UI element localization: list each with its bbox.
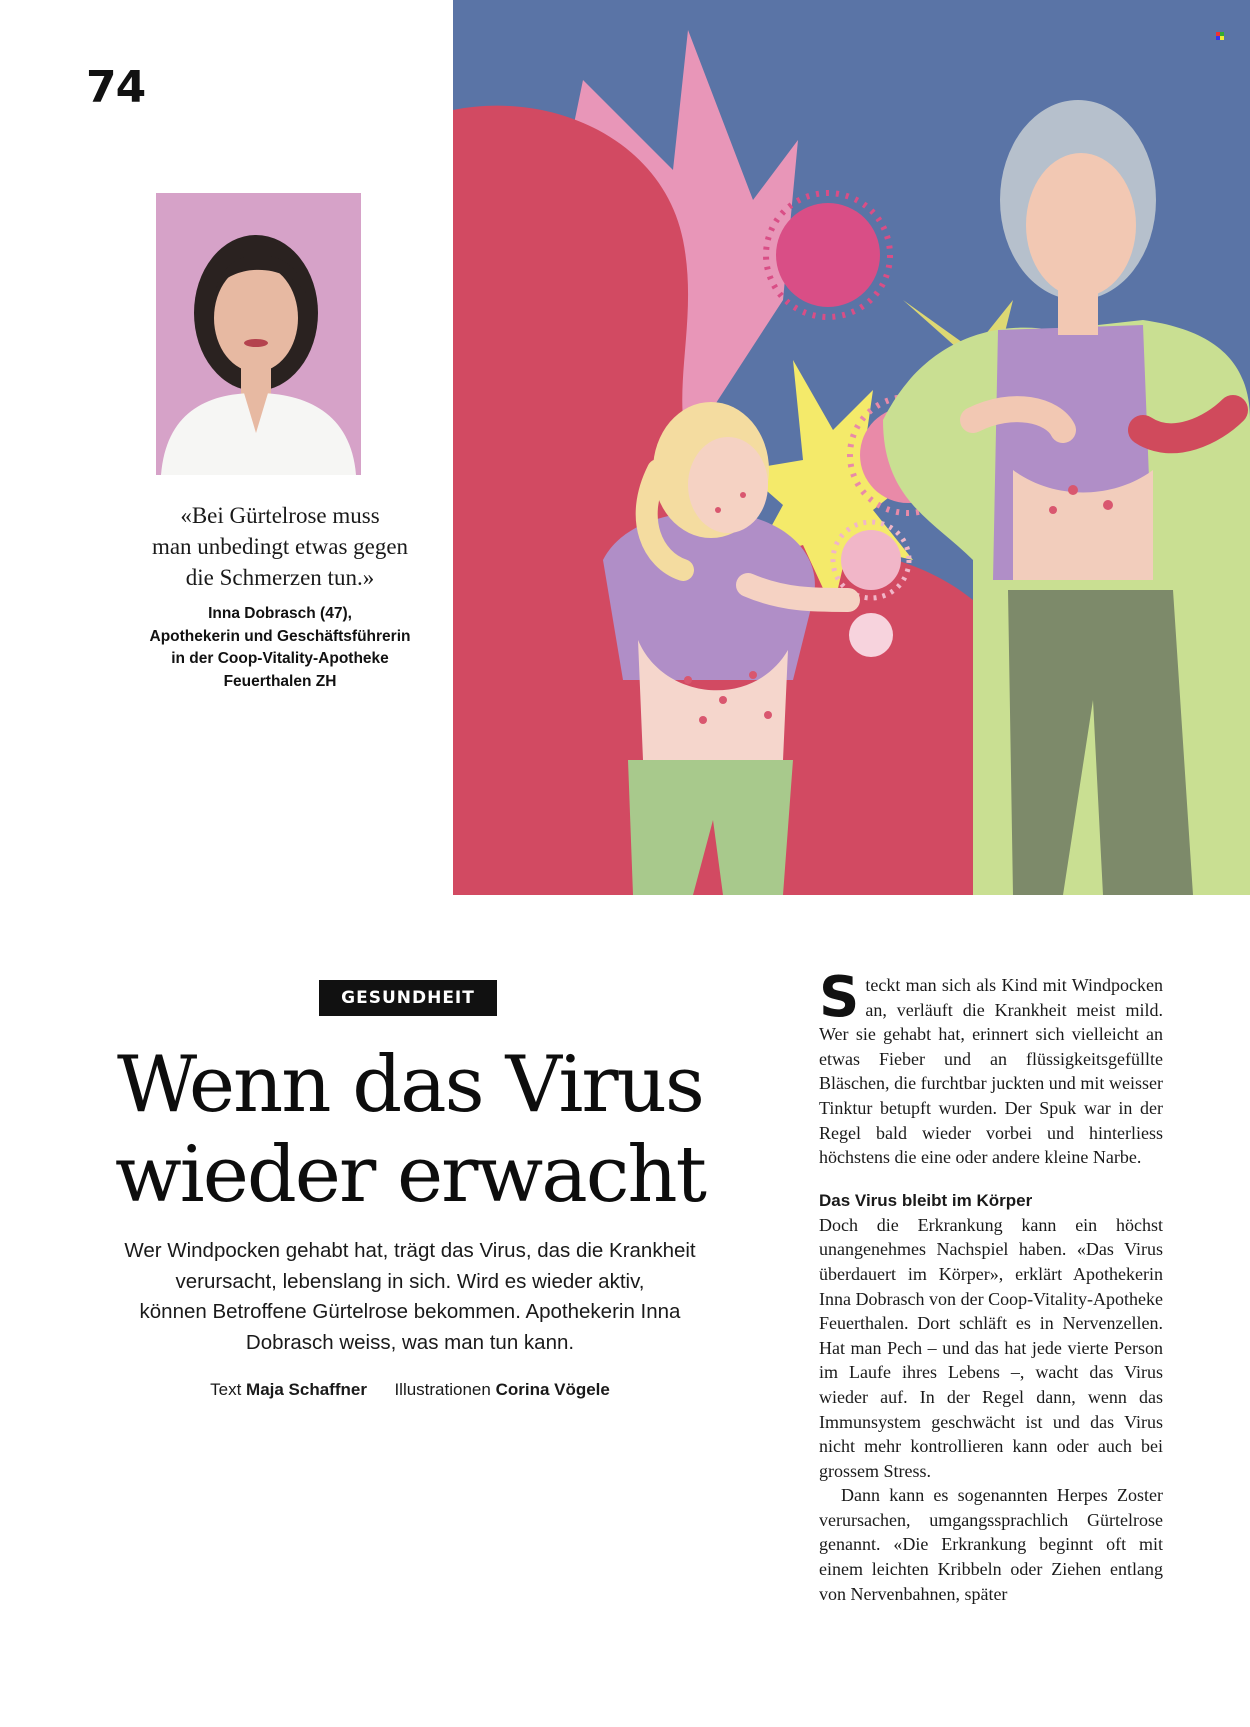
credits-illustrator: Corina Vögele [495,1380,610,1399]
lead-line: können Betroffene Gürtelrose bekommen. Apothekerin Inna [139,1300,681,1323]
quote-author-line: in der Coop-Vitality-Apotheke [171,650,389,667]
credits-text-author: Maja Schaffner [246,1380,367,1399]
lead-line: Dobrasch weiss, was man tun kann. [245,1330,575,1354]
body-paragraph [819,965,1163,1170]
credits-text-label: Text [210,1380,242,1399]
quote-line: die Schmerzen tun.» [185,565,375,590]
dropcap: S [819,965,860,1030]
headline-line: Wenn das Virus [117,1040,703,1130]
illustration-girl-and-grandmother-with-rash [453,0,1250,895]
quote-author-line: Apothekerin und Geschäftsführerin [149,627,411,645]
body-paragraph: Doch die Erkrankung kann ein höchst unangenehmes Nachspiel haben. «Das Virus überdauert im Körper», erklärt Apothekerin Inna Dobrasch von der Coop-Vitality-Apotheke Feuerthalen. Dort schläft es in Nervenzellen. Hat man Pech – und das hat jede vierte Person im Laufe ihres Lebens –, wacht das Virus wieder auf. In der Regel dann, wenn das Immunsystem geschwächt ist und das Virus nicht mehr kontrollieren kann oder auch bei grossem Stress. [819,1214,1163,1481]
headline-line: wieder erwacht [114,1130,706,1220]
article-body [819,965,1163,1606]
quote-line: man unbedingt etwas gegen [151,534,409,559]
category-badge: GESUNDHEIT [319,980,497,1016]
photo-inna-dobrasch [156,193,361,475]
portrait-photo [156,193,361,475]
body-paragraph: Dann kann es sogenannten Herpes Zoster verursachen, umgangssprachlich Gürtelrose genannt. «Die Erkrankung beginnt oft mit einem leichten Kribbeln oder Ziehen entlang von Nervenbahnen, später [819,1485,1163,1604]
body-paragraph-text: teckt man sich als Kind mit Windpocken an, verläuft die Krankheit meist mild. Wer sie gehabt hat, erinnert sich vielleicht an etwas Fieber und an flüssigkeitsgefüllte Bläschen, die furchtbar juckten und mit weisser Tinktur betupft wurden. Der Spuk war in der Regel bald wieder vorbei und hinterliess höchstens die eine oder andere kleine Narbe. [819,975,1163,1168]
body-subhead: Das Virus bleibt im Körper [819,1190,1033,1210]
lead-line: Wer Windpocken gehabt hat, trägt das Virus, das die Krankheit [124,1239,696,1262]
article-credits [90,1380,730,1400]
quote-author-line: Feuerthalen ZH [223,672,337,690]
quote-line: «Bei Gürtelrose muss [180,503,380,528]
article-illustration [453,0,1250,895]
page-number: 74 [86,62,146,113]
quote-author [110,603,450,693]
credits-illustrations-label: Illustrationen [394,1380,491,1399]
quote-author-line: Inna Dobrasch (47), [208,605,352,622]
article-headline [60,1040,760,1220]
article-lead [90,1236,730,1358]
lead-line: verursacht, lebenslang in sich. Wird es wieder aktiv, [175,1269,645,1293]
pull-quote [110,500,450,593]
